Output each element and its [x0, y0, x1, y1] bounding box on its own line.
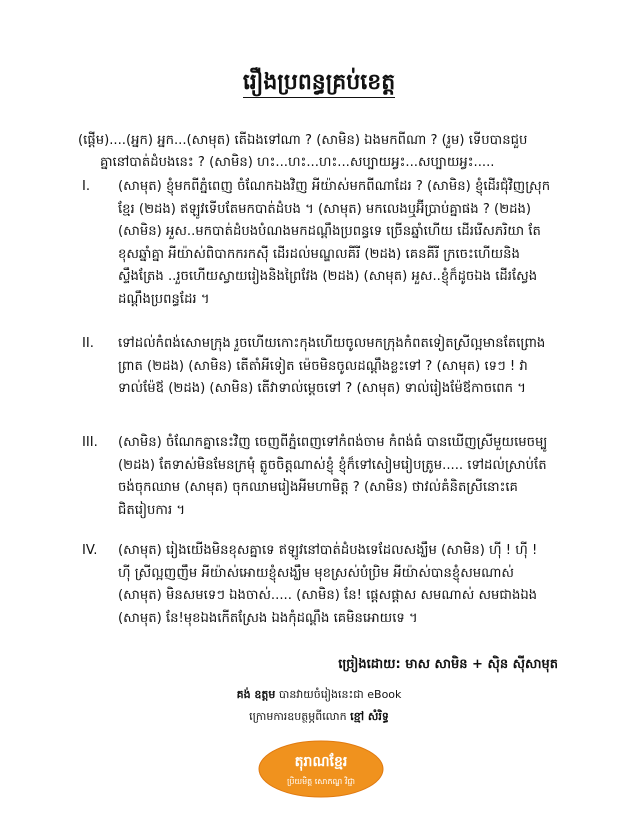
song-title: រឿងប្រពន្ធគ្រប់ខេត្ត [0, 68, 638, 100]
intro-line-2: គ្នានៅបាត់ដំបងនេះ ? (សាមិន) ហះ...ហះ...ហះ...សប្បាយអ្វះ...សប្បាយអ្វះ..... [100, 155, 495, 170]
verse-text: (សាមិន) ចំណែកគ្នានេះវិញ ចេញពីភ្នំពេញទៅកំពង់ចាម កំពង់ធំ បានឃើញស្រីមួយមេចម្បូ (២ដង) តែទាស់មិនមែនក្រមុំ ត្លូចចិត្តណាស់ខ្ញុំ ខ្ញុំក៏ទៅសៀមរៀបត្រូម..... ទៅដល់ស្រាប់តែចង់ចុកឈាម (សាមុត) ចុកឈាមរៀងអីមហាមិត្ត ? (សាមិន) ថាវល់គំនិតស្រីនោះគេជិតរៀបការ ។ [118, 435, 548, 518]
verse-text: (សាមុត) ខ្ញុំមកពីភ្នំពេញ ចំណែកឯងវិញ អីយ៉ាស់មកពីណាដែរ ? (សាមិន) ខ្ញុំដើរជុំវិញស្រុកខ្មែរ (២ដង) ឥឡូវទើបតែមកបាត់ដំបង ។ (សាមុត) មកលេងឬអ៊ីប្រាប់គ្នាផង ? (២ដង) (សាមិន) អួស..មកបាត់ដំបងបំណងមកដណ្ដឹងប្រពន្ធទេ ច្រើនឆ្នាំហើយ ដើររើសភរិយា តែខុសឆ្នាំគ្នា អីយ៉ាស់ពិបាកករកស៊ី ដើរដល់មណ្ឌលគីរី (២ដង) គេនគីរី ក្រចេះហើយនិងស្ទឹងត្រែង ..រួចហើយស្វាយរៀងនិងព្រៃវែង (២ដង) (សាមុត) អួស..ខ្ញុំក៏ដូចឯង ដើរស្វែងដណ្ដឹងប្រពន្ធដែរ ។ [118, 179, 551, 307]
verse-4 [82, 540, 552, 630]
verse-text: (សាមុត) រៀងយើងមិនខុសគ្នាទេ ឥឡូវនៅបាត់ដំបងទេដែលសង្ឃឹម (សាមិន) ហ៊ី ! ហ៊ី ! ហ៊ី ស្រីល្អញញឹម អីយ៉ាស់អោយខ្ញុំសង្ឃឹម មុខស្រស់បំប្រិម អីយ៉ាស់បានខ្ញុំសមណាស់ (សាមុត) មិនសមទេៗ ឯងចាស់..... (សាមិន) នែ! ផ្ដេសផ្ដាស សមណាស់ សមជាងឯង (សាមុត) នែ!មុខឯងកើតស្រែង ឯងកុំដណ្ដឹង គេមិនអោយទេ ។ [118, 543, 538, 626]
khmer-heritage-logo [258, 740, 384, 798]
verse-number: I. [82, 179, 91, 194]
verse-number: II. [82, 336, 94, 351]
sponsor-name: ខ្មៅ សំរិទ្ធ [350, 710, 389, 723]
singer-credit: ច្រៀងដោយ: មាស សាមិន + ស៊ិន ស៊ីសាមុត [338, 657, 558, 672]
verse-number: IV. [82, 543, 98, 558]
verse-2 [82, 333, 552, 401]
typist-name: គង់ ឧត្តម [236, 688, 276, 701]
verse-number: III. [82, 435, 98, 450]
intro-line-1: (ផ្ដើម)....(អ្នក) អ្នក...(សាមុត) តើឯងទៅណា ? (សាមិន) ឯងមកពីណា ? (រួម) ទើបបានជួប [78, 133, 528, 148]
ebook-credit-line-2: ក្រោមការឧបត្ថម្ភពីលោក ខ្មៅ សំរិទ្ធ [249, 710, 389, 723]
verse-3 [82, 432, 552, 522]
logo-title: តុរាណខ្មែរ [294, 754, 348, 770]
verse-text: ទៅដល់កំពង់សោមក្រុង រួចហើយកោះកុងហើយចូលមកក្រុងកំពតទៀតស្រីល្អមានតែព្រោងព្រាត (២ដង) (សាមិន) តើតាំអីទៀត ម៉េចមិនចូលដណ្ដឹងខ្លះទៅ ? (សាមុត) ទេៗ ! វាទាល់ម៉ែឪ (២ដង) (សាមិន) តើវាទាល់ម្ដេចទៅ ? (សាមុត) ទាល់រៀងម៉ែឪកាចពេក ។ [118, 336, 546, 396]
verse-1 [82, 176, 552, 311]
ebook-credit-line-1: គង់ ឧត្តម បានវាយចំរៀងនេះជា eBook [236, 688, 402, 701]
logo-subtitle: ប្រិយមិត្ត សោភណ្ឌ វិជ្ជា [286, 777, 356, 786]
intro-paragraph [78, 130, 548, 174]
